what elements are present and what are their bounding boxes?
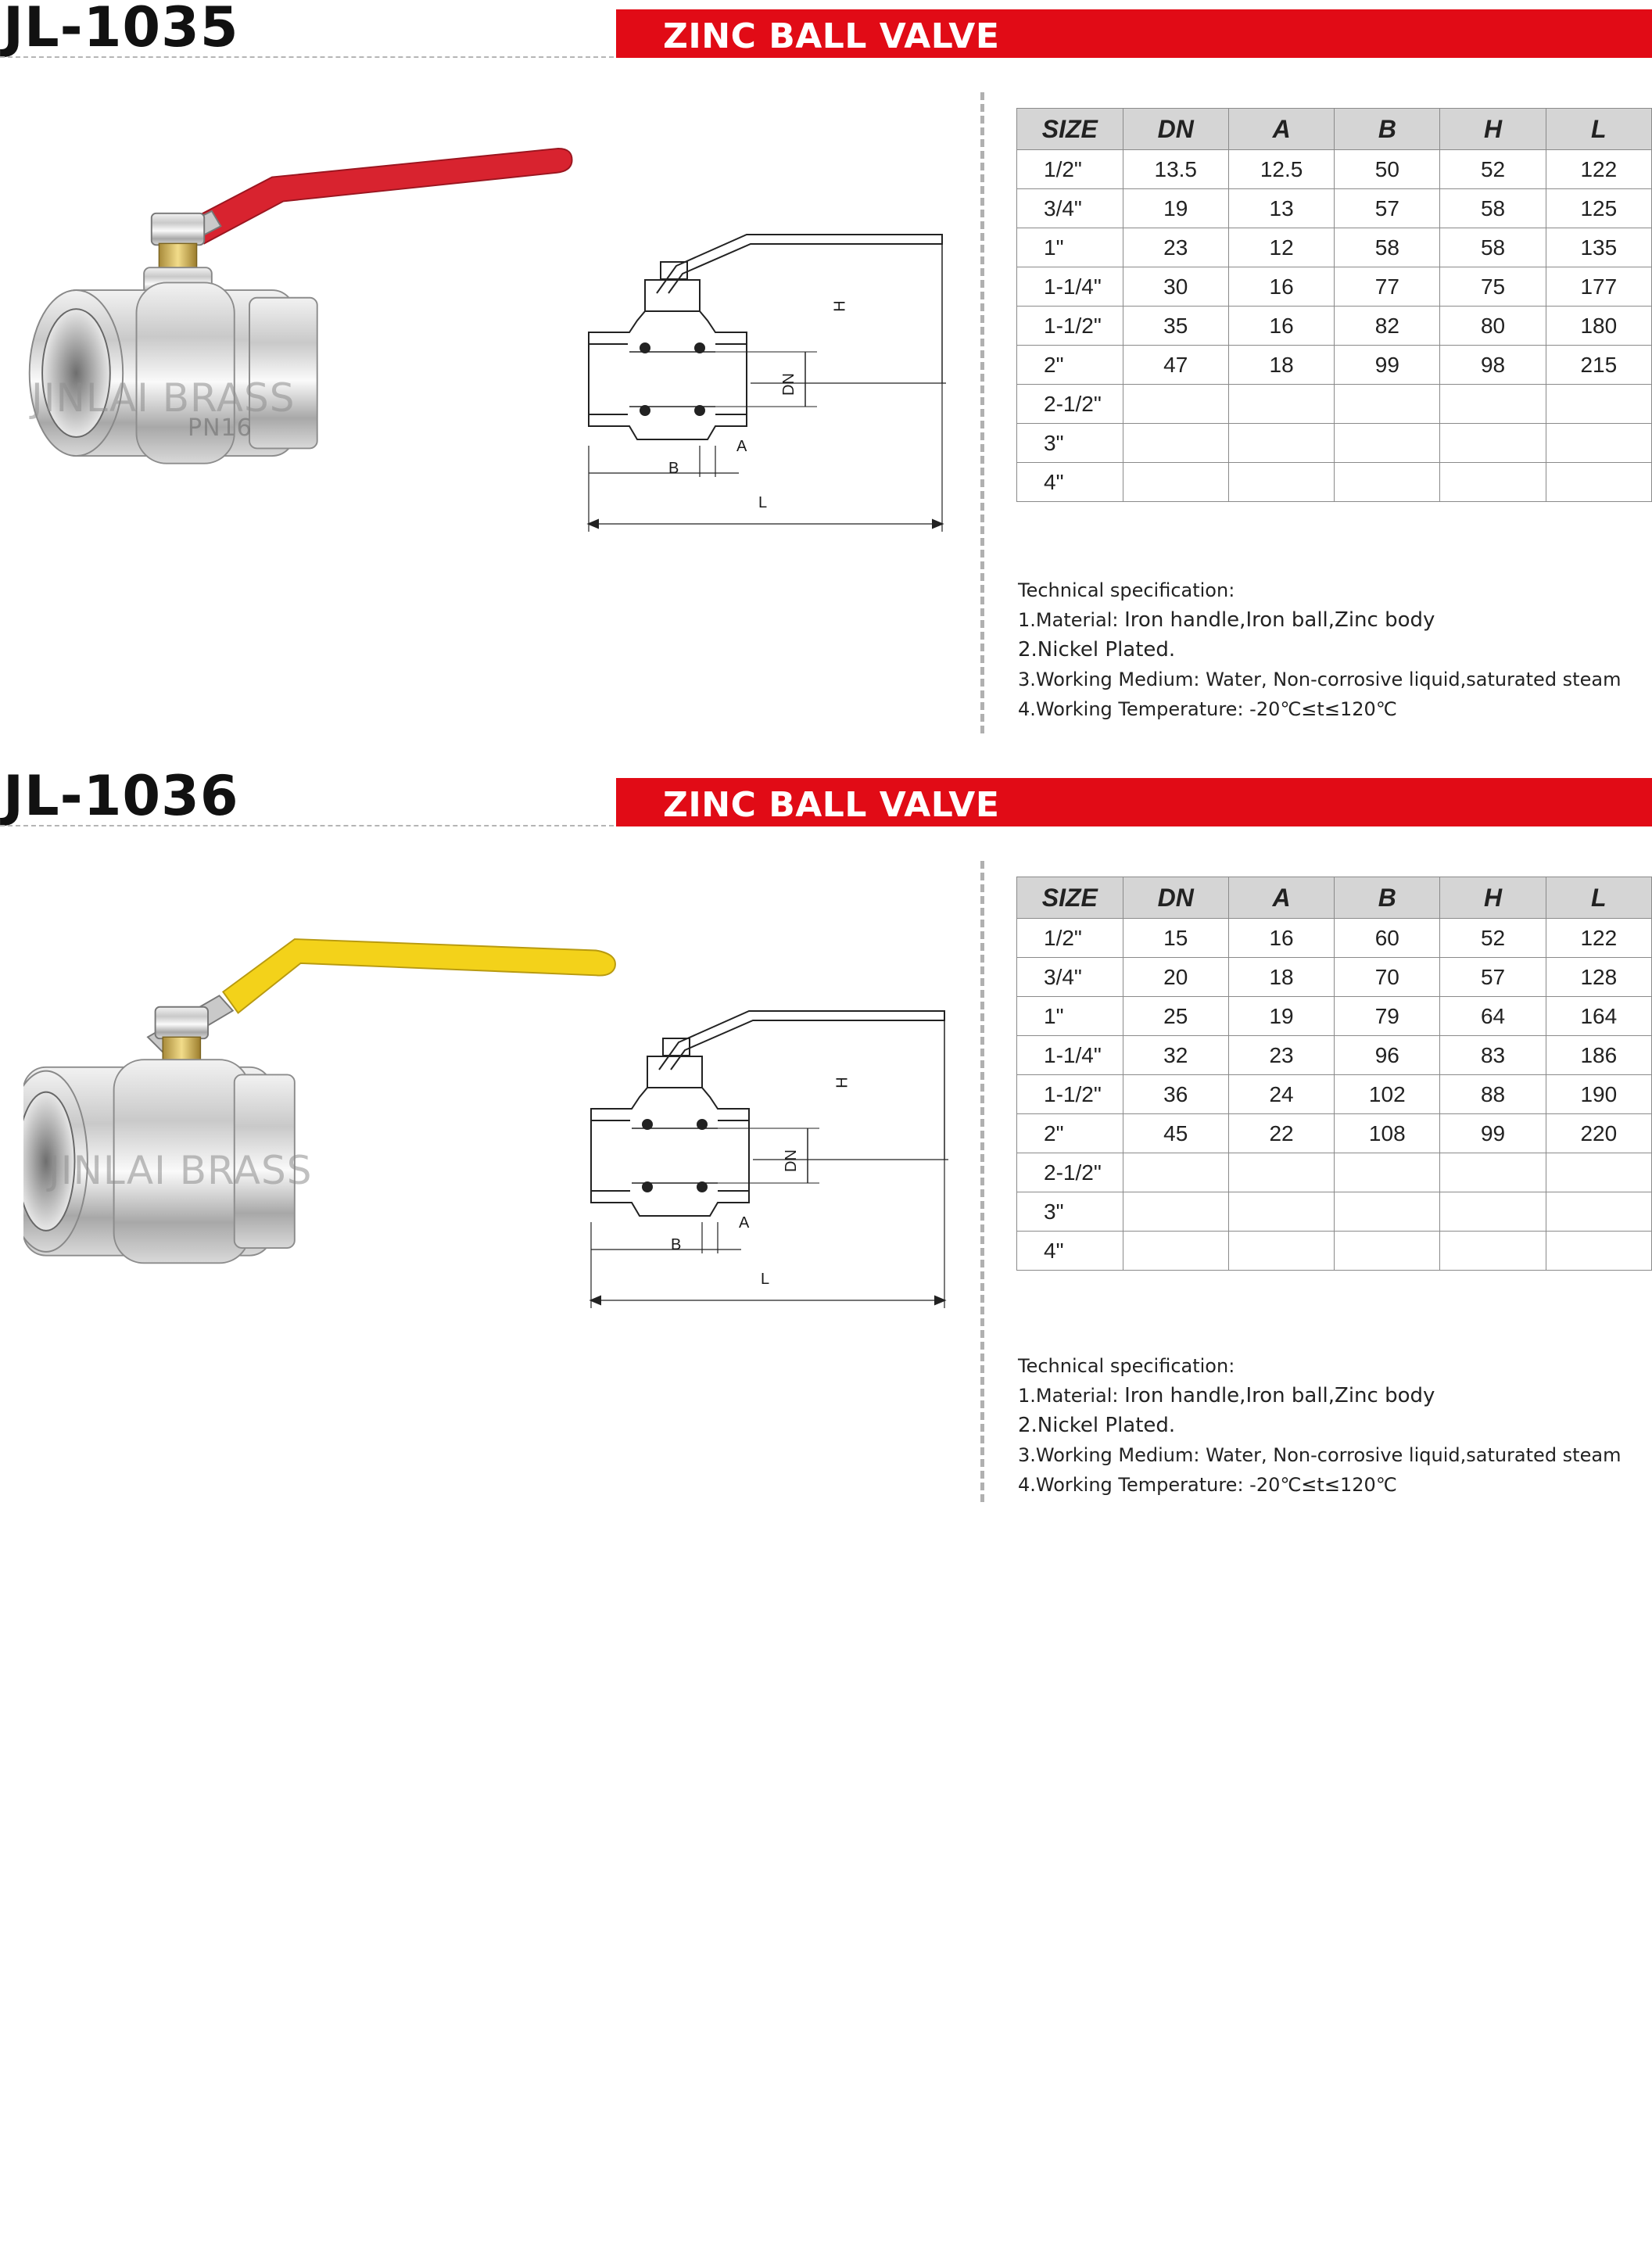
- table-cell: 4": [1017, 463, 1123, 502]
- table-cell: 45: [1123, 1114, 1228, 1153]
- table-row: [1017, 267, 1652, 307]
- watermark-text: JINLAI BRASS: [31, 375, 296, 421]
- header-h: H: [1440, 109, 1546, 150]
- header-b: B: [1335, 109, 1440, 150]
- table-cell: [1123, 1232, 1228, 1271]
- table-cell: 180: [1546, 307, 1651, 346]
- table-cell: 3": [1017, 424, 1123, 463]
- technical-drawing: [582, 219, 958, 547]
- table-cell: [1546, 463, 1651, 502]
- header-l: L: [1546, 877, 1651, 919]
- table-cell: 50: [1335, 150, 1440, 189]
- table-cell: 1-1/2": [1017, 1075, 1123, 1114]
- body-mark: PN16: [188, 414, 253, 442]
- table-cell: 70: [1335, 958, 1440, 997]
- table-cell: 75: [1440, 267, 1546, 307]
- title-banner: [616, 9, 1652, 58]
- table-cell: 128: [1546, 958, 1651, 997]
- table-cell: 1-1/4": [1017, 1036, 1123, 1075]
- table-cell: 102: [1335, 1075, 1440, 1114]
- table-cell: 58: [1440, 228, 1546, 267]
- table-row: [1017, 997, 1652, 1036]
- drawing-label-h: H: [831, 300, 849, 312]
- table-row: [1017, 228, 1652, 267]
- spec-heading: Technical specification:: [1018, 579, 1235, 601]
- table-cell: 3/4": [1017, 189, 1123, 228]
- table-cell: [1335, 424, 1440, 463]
- table-cell: 186: [1546, 1036, 1651, 1075]
- table-cell: [1228, 424, 1334, 463]
- table-cell: 79: [1335, 997, 1440, 1036]
- drawing-label-dn: DN: [782, 1149, 800, 1172]
- table-row: [1017, 424, 1652, 463]
- header-b: B: [1335, 877, 1440, 919]
- spec-medium: 3.Working Medium: Water, Non-corrosive liquid,saturated steam: [1018, 1444, 1622, 1466]
- table-cell: 60: [1335, 919, 1440, 958]
- table-cell: 58: [1335, 228, 1440, 267]
- header-size: SIZE: [1017, 109, 1123, 150]
- header-dn: DN: [1123, 109, 1228, 150]
- table-cell: [1546, 1232, 1651, 1271]
- spec-heading: Technical specification:: [1018, 1355, 1235, 1377]
- header-size: SIZE: [1017, 877, 1123, 919]
- table-cell: [1228, 463, 1334, 502]
- table-cell: 190: [1546, 1075, 1651, 1114]
- table-cell: 16: [1228, 919, 1334, 958]
- table-cell: 1": [1017, 997, 1123, 1036]
- table-body: [1017, 150, 1652, 502]
- drawing-label-dn: DN: [779, 373, 797, 396]
- header-divider: [0, 825, 614, 826]
- table-cell: [1546, 1153, 1651, 1192]
- table-cell: 25: [1123, 997, 1228, 1036]
- table-cell: [1440, 424, 1546, 463]
- table-cell: [1123, 385, 1228, 424]
- product-section-jl-1035: [0, 0, 1652, 766]
- table-cell: 2": [1017, 346, 1123, 385]
- table-cell: 1/2": [1017, 919, 1123, 958]
- drawing-label-h: H: [833, 1077, 851, 1088]
- table-cell: 2": [1017, 1114, 1123, 1153]
- table-cell: 1-1/2": [1017, 307, 1123, 346]
- table-cell: 177: [1546, 267, 1651, 307]
- table-cell: 135: [1546, 228, 1651, 267]
- table-cell: 88: [1440, 1075, 1546, 1114]
- model-code: JL-1035: [3, 0, 239, 59]
- table-row: [1017, 1075, 1652, 1114]
- table-cell: [1123, 1153, 1228, 1192]
- spec-temperature: 4.Working Temperature: -20℃≤t≤120℃: [1018, 1474, 1397, 1496]
- column-divider: [980, 92, 984, 733]
- table-cell: 215: [1546, 346, 1651, 385]
- table-row: [1017, 1153, 1652, 1192]
- table-cell: 36: [1123, 1075, 1228, 1114]
- product-title: ZINC BALL VALVE: [663, 785, 1000, 825]
- table-cell: [1440, 1192, 1546, 1232]
- table-cell: 122: [1546, 919, 1651, 958]
- table-cell: 16: [1228, 307, 1334, 346]
- table-cell: 20: [1123, 958, 1228, 997]
- table-cell: [1228, 1192, 1334, 1232]
- table-row: [1017, 958, 1652, 997]
- table-cell: 58: [1440, 189, 1546, 228]
- table-cell: 13: [1228, 189, 1334, 228]
- table-row: [1017, 150, 1652, 189]
- table-cell: 15: [1123, 919, 1228, 958]
- table-row: [1017, 1114, 1652, 1153]
- table-row: [1017, 189, 1652, 228]
- table-cell: 64: [1440, 997, 1546, 1036]
- watermark-text: JINLAI BRASS: [48, 1148, 313, 1193]
- table-cell: [1228, 1153, 1334, 1192]
- table-cell: [1123, 463, 1228, 502]
- spec-table: [1016, 877, 1652, 1271]
- table-cell: [1546, 385, 1651, 424]
- table-cell: [1335, 463, 1440, 502]
- table-cell: 108: [1335, 1114, 1440, 1153]
- spec-material: [1018, 1381, 1621, 1411]
- valve-photo: [23, 125, 641, 500]
- table-cell: 13.5: [1123, 150, 1228, 189]
- table-row: [1017, 1192, 1652, 1232]
- table-cell: [1335, 1192, 1440, 1232]
- table-cell: [1335, 1232, 1440, 1271]
- table-cell: [1546, 424, 1651, 463]
- table-cell: 77: [1335, 267, 1440, 307]
- header-divider: [0, 56, 614, 58]
- table-cell: 24: [1228, 1075, 1334, 1114]
- table-cell: 82: [1335, 307, 1440, 346]
- table-cell: 30: [1123, 267, 1228, 307]
- table-cell: 47: [1123, 346, 1228, 385]
- table-cell: 2-1/2": [1017, 1153, 1123, 1192]
- table-cell: 57: [1440, 958, 1546, 997]
- table-cell: 18: [1228, 346, 1334, 385]
- spec-temperature: 4.Working Temperature: -20℃≤t≤120℃: [1018, 698, 1397, 720]
- table-cell: [1123, 424, 1228, 463]
- table-cell: 122: [1546, 150, 1651, 189]
- title-banner: [616, 778, 1652, 826]
- table-cell: 1": [1017, 228, 1123, 267]
- table-header-row: [1017, 109, 1652, 150]
- drawing-label-a: A: [739, 1214, 750, 1232]
- header-a: A: [1228, 877, 1334, 919]
- table-cell: 23: [1228, 1036, 1334, 1075]
- spec-material-label: 1.Material:: [1018, 1385, 1125, 1407]
- table-cell: 16: [1228, 267, 1334, 307]
- table-cell: 18: [1228, 958, 1334, 997]
- drawing-label-a: A: [736, 438, 747, 455]
- header-l: L: [1546, 109, 1651, 150]
- spec-plating: 2.Nickel Plated.: [1018, 638, 1176, 662]
- table-cell: [1440, 1153, 1546, 1192]
- product-section-jl-1036: [0, 764, 1652, 1535]
- table-cell: 80: [1440, 307, 1546, 346]
- drawing-label-b: B: [671, 1236, 682, 1253]
- table-cell: 164: [1546, 997, 1651, 1036]
- table-cell: 19: [1228, 997, 1334, 1036]
- table-cell: 2-1/2": [1017, 385, 1123, 424]
- table-cell: [1335, 1153, 1440, 1192]
- table-cell: [1440, 1232, 1546, 1271]
- table-cell: [1546, 1192, 1651, 1232]
- table-header-row: [1017, 877, 1652, 919]
- table-cell: 12.5: [1228, 150, 1334, 189]
- table-row: [1017, 919, 1652, 958]
- spec-material-value: Iron handle,Iron ball,Zinc body: [1124, 608, 1435, 632]
- table-cell: [1335, 385, 1440, 424]
- spec-material: [1018, 605, 1621, 635]
- table-cell: [1123, 1192, 1228, 1232]
- table-cell: 4": [1017, 1232, 1123, 1271]
- table-cell: [1228, 1232, 1334, 1271]
- table-body: [1017, 919, 1652, 1271]
- drawing-label-l: L: [761, 1271, 770, 1288]
- table-cell: 83: [1440, 1036, 1546, 1075]
- table-row: [1017, 385, 1652, 424]
- header-h: H: [1440, 877, 1546, 919]
- drawing-label-b: B: [668, 460, 679, 477]
- table-row: [1017, 307, 1652, 346]
- table-cell: 220: [1546, 1114, 1651, 1153]
- spec-material-value: Iron handle,Iron ball,Zinc body: [1124, 1384, 1435, 1407]
- table-cell: 99: [1335, 346, 1440, 385]
- valve-photo: [23, 917, 641, 1293]
- product-title: ZINC BALL VALVE: [663, 16, 1000, 56]
- technical-specification: [1018, 575, 1621, 724]
- technical-drawing: [585, 995, 960, 1324]
- table-cell: 12: [1228, 228, 1334, 267]
- table-cell: 1/2": [1017, 150, 1123, 189]
- table-cell: 52: [1440, 919, 1546, 958]
- spec-plating: 2.Nickel Plated.: [1018, 1414, 1176, 1437]
- table-cell: 1-1/4": [1017, 267, 1123, 307]
- table-cell: 125: [1546, 189, 1651, 228]
- table-cell: [1440, 463, 1546, 502]
- table-cell: 98: [1440, 346, 1546, 385]
- drawing-label-l: L: [758, 494, 768, 511]
- table-cell: [1228, 385, 1334, 424]
- header-dn: DN: [1123, 877, 1228, 919]
- table-row: [1017, 1036, 1652, 1075]
- table-cell: 57: [1335, 189, 1440, 228]
- spec-material-label: 1.Material:: [1018, 609, 1125, 631]
- table-row: [1017, 1232, 1652, 1271]
- model-code: JL-1036: [3, 764, 239, 828]
- table-cell: 3/4": [1017, 958, 1123, 997]
- column-divider: [980, 861, 984, 1502]
- table-cell: 52: [1440, 150, 1546, 189]
- table-cell: 32: [1123, 1036, 1228, 1075]
- table-cell: 96: [1335, 1036, 1440, 1075]
- table-cell: 19: [1123, 189, 1228, 228]
- spec-medium: 3.Working Medium: Water, Non-corrosive liquid,saturated steam: [1018, 669, 1622, 690]
- table-row: [1017, 463, 1652, 502]
- table-row: [1017, 346, 1652, 385]
- table-cell: 3": [1017, 1192, 1123, 1232]
- spec-table: [1016, 108, 1652, 502]
- table-cell: [1440, 385, 1546, 424]
- table-cell: 99: [1440, 1114, 1546, 1153]
- header-a: A: [1228, 109, 1334, 150]
- table-cell: 23: [1123, 228, 1228, 267]
- table-cell: 22: [1228, 1114, 1334, 1153]
- technical-specification: [1018, 1351, 1621, 1500]
- table-cell: 35: [1123, 307, 1228, 346]
